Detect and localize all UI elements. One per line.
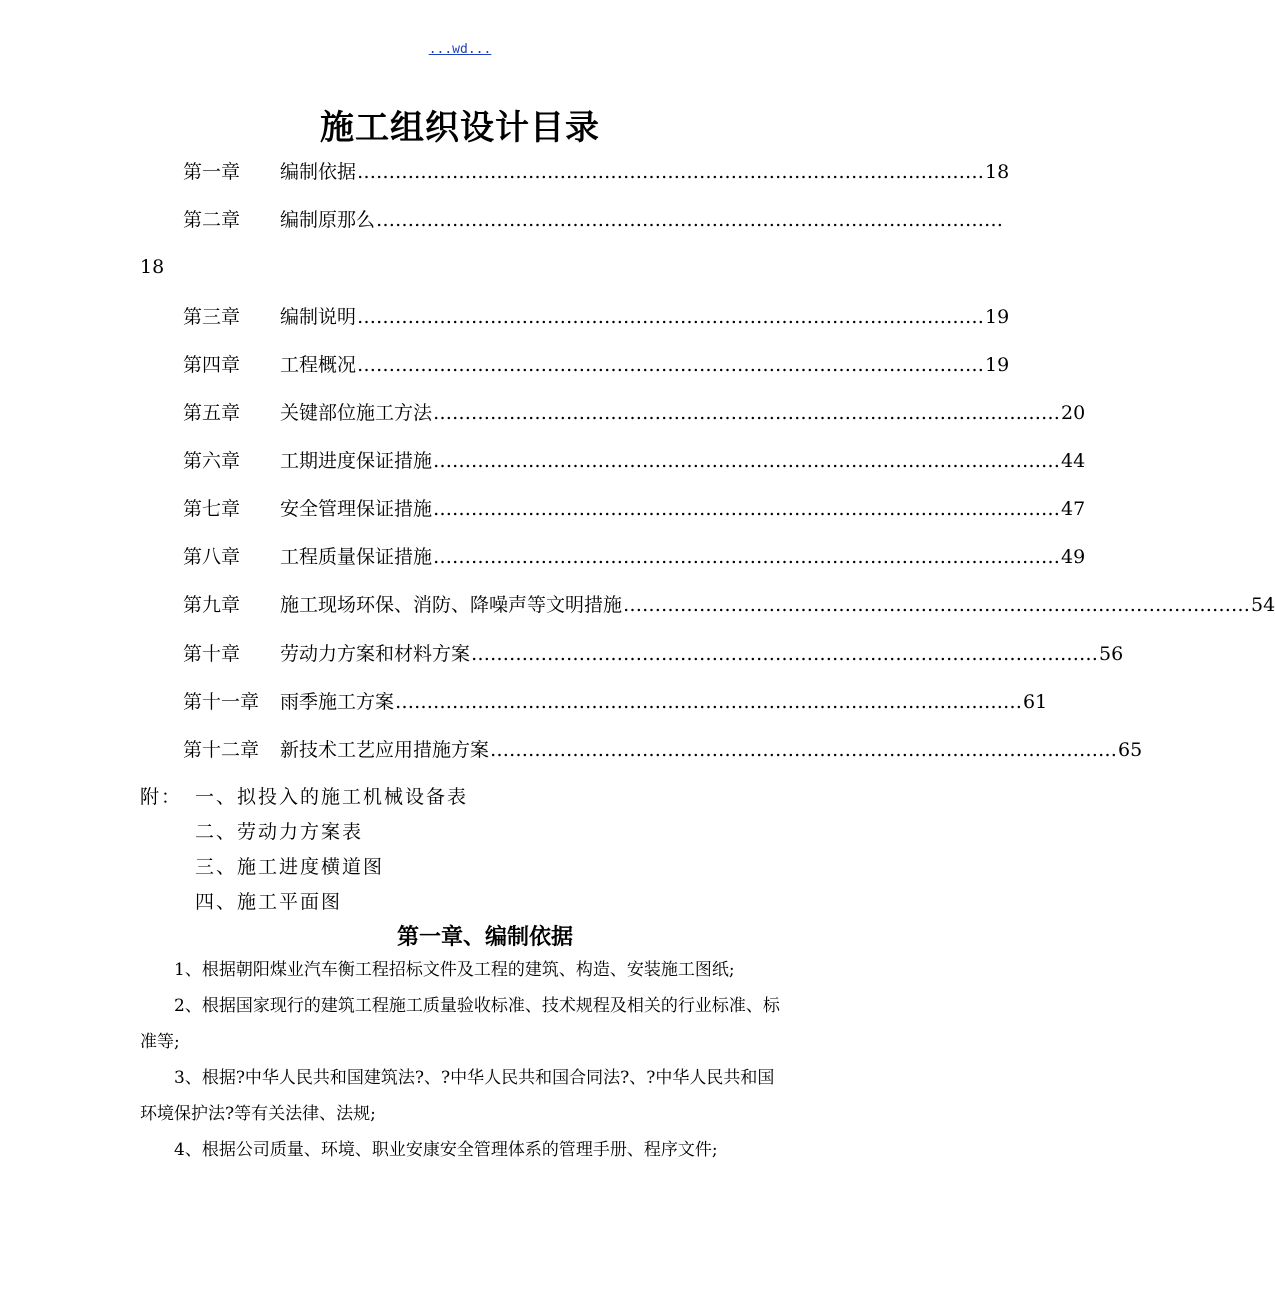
toc-page: 44: [1061, 450, 1086, 472]
toc-chapter: 第八章: [183, 546, 241, 568]
toc-text: 施工现场环保、消防、降噪声等文明措施: [280, 594, 623, 616]
toc-chapter: 第二章: [183, 209, 241, 231]
appendix-item: 二、劳动力方案表: [195, 821, 364, 843]
toc-chapter: 第六章: [183, 450, 241, 472]
section-title: 第一章、编制依据: [396, 925, 573, 950]
toc-chapter: 第一章: [183, 161, 241, 183]
appendix-item: 四、施工平面图: [195, 891, 343, 913]
toc-row[interactable]: [183, 494, 1086, 524]
toc-chapter: 第四章: [183, 354, 241, 376]
toc-row[interactable]: [183, 398, 1086, 428]
toc-text: 雨季施工方案: [280, 691, 395, 713]
page-header: ...wd...: [428, 42, 492, 57]
toc-chapter: 第三章: [183, 306, 241, 328]
paragraph: [140, 1132, 780, 1168]
paragraph-text: 2、根据国家现行的建筑工程施工质量验收标准、技术规程及相关的行业标准、标准等;: [140, 996, 780, 1052]
toc-text: 编制说明: [280, 306, 357, 328]
toc-leader-dots: ………………………………………………………………………………………: [433, 546, 1061, 568]
toc-text: 编制依据: [280, 161, 357, 183]
toc-text: 工程概况: [280, 354, 357, 376]
toc-chapter: 第七章: [183, 498, 241, 520]
toc-text: 安全管理保证措施: [280, 498, 433, 520]
toc-chapter: 第九章: [183, 594, 241, 616]
appendix-label: 附：: [140, 786, 183, 808]
toc-text: 新技术工艺应用措施方案: [280, 739, 490, 761]
toc-page: 47: [1061, 498, 1086, 520]
toc-text: 工期进度保证措施: [280, 450, 433, 472]
toc-row[interactable]: [183, 205, 1004, 235]
appendix-item: 三、施工进度横道图: [195, 856, 385, 878]
paragraph: [140, 988, 780, 1060]
toc-row[interactable]: [183, 350, 1010, 380]
toc-page: 54: [1251, 594, 1275, 616]
toc-page: 18: [985, 161, 1010, 183]
toc-page: 56: [1099, 643, 1124, 665]
toc-leader-dots: ………………………………………………………………………………………: [357, 354, 985, 376]
toc-chapter: 第十章: [183, 643, 241, 665]
paragraph: [140, 952, 780, 988]
toc-page: 18: [140, 256, 165, 278]
toc-leader-dots: ………………………………………………………………………………………: [623, 594, 1251, 616]
document-title: 施工组织设计目录: [320, 108, 600, 148]
toc-leader-dots: ………………………………………………………………………………………: [471, 643, 1099, 665]
toc-leader-dots: ………………………………………………………………………………………: [490, 739, 1118, 761]
toc-leader-dots: ………………………………………………………………………………………: [433, 498, 1061, 520]
toc-page: 20: [1061, 402, 1086, 424]
toc-page: 19: [985, 306, 1010, 328]
toc-row[interactable]: [183, 639, 1124, 669]
toc-page: 65: [1118, 739, 1143, 761]
paragraph-text: 3、根据?中华人民共和国建筑法?、?中华人民共和国合同法?、?中华人民共和国环境保护法?等有关法律、法规;: [140, 1068, 775, 1124]
toc-page: 19: [985, 354, 1010, 376]
toc-leader-dots: ………………………………………………………………………………………: [376, 209, 1004, 231]
toc-chapter: 第十二章: [183, 739, 260, 761]
toc-text: 关键部位施工方法: [280, 402, 433, 424]
toc-chapter: 第五章: [183, 402, 241, 424]
toc-page: 61: [1023, 691, 1048, 713]
paragraph: [140, 1060, 780, 1132]
toc-row[interactable]: [183, 687, 1048, 717]
appendix-item: 一、拟投入的施工机械设备表: [195, 786, 469, 808]
toc-leader-dots: ………………………………………………………………………………………: [433, 450, 1061, 472]
toc-leader-dots: ………………………………………………………………………………………: [433, 402, 1061, 424]
toc-row[interactable]: [183, 735, 1143, 765]
toc-row[interactable]: [183, 157, 1010, 187]
toc-text: 编制原那么: [280, 209, 376, 231]
toc-chapter: 第十一章: [183, 691, 260, 713]
toc-row[interactable]: [183, 590, 1275, 620]
toc-page: 49: [1061, 546, 1086, 568]
toc-row[interactable]: [183, 446, 1086, 476]
paragraph-text: 4、根据公司质量、环境、职业安康安全管理体系的管理手册、程序文件;: [174, 1140, 718, 1160]
toc-row[interactable]: [183, 302, 1010, 332]
toc-text: 劳动力方案和材料方案: [280, 643, 471, 665]
toc-leader-dots: ………………………………………………………………………………………: [357, 306, 985, 328]
paragraph-text: 1、根据朝阳煤业汽车衡工程招标文件及工程的建筑、构造、安装施工图纸;: [174, 960, 735, 980]
toc-row[interactable]: [183, 542, 1086, 572]
toc-leader-dots: ………………………………………………………………………………………: [357, 161, 985, 183]
toc-text: 工程质量保证措施: [280, 546, 433, 568]
toc-leader-dots: ………………………………………………………………………………………: [395, 691, 1023, 713]
